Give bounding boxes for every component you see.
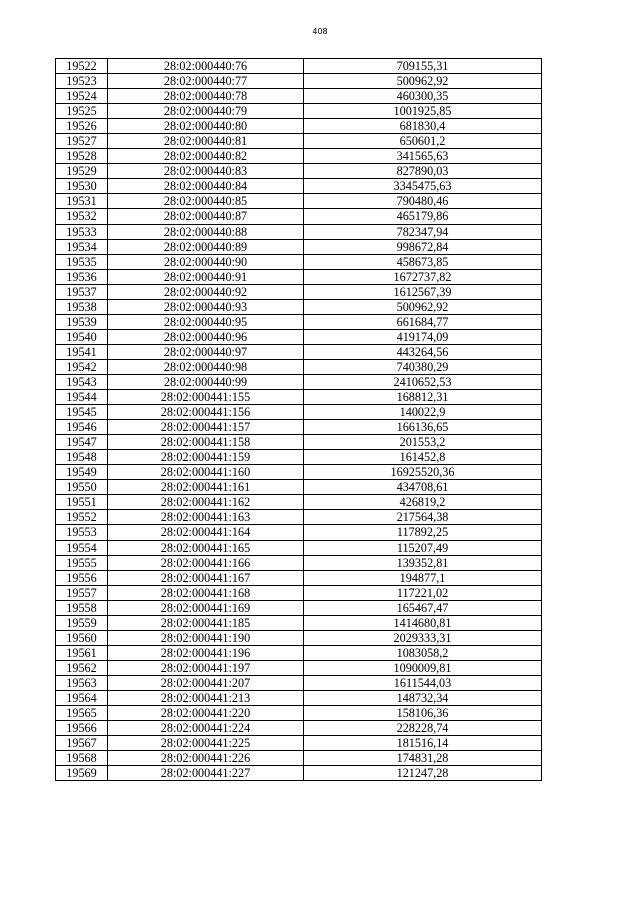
row-number-cell: 19533 — [56, 224, 108, 239]
cadastral-value-cell: 201553,2 — [304, 435, 542, 450]
cadastral-value-cell: 228228,74 — [304, 721, 542, 736]
table-row — [56, 405, 542, 420]
table-row — [56, 420, 542, 435]
cadastral-number-cell: 28:02:000441:160 — [108, 465, 304, 480]
cadastral-value-cell: 158106,36 — [304, 706, 542, 721]
row-number-cell: 19530 — [56, 179, 108, 194]
cadastral-value-cell: 443264,56 — [304, 344, 542, 359]
table-row — [56, 239, 542, 254]
cadastral-number-cell: 28:02:000440:87 — [108, 209, 304, 224]
table-row — [56, 766, 542, 781]
cadastral-value-cell: 782347,94 — [304, 224, 542, 239]
cadastral-value-cell: 650601,2 — [304, 134, 542, 149]
cadastral-value-cell: 500962,92 — [304, 299, 542, 314]
row-number-cell: 19562 — [56, 660, 108, 675]
cadastral-number-cell: 28:02:000441:164 — [108, 525, 304, 540]
row-number-cell: 19525 — [56, 104, 108, 119]
table-row — [56, 600, 542, 615]
cadastral-number-cell: 28:02:000441:165 — [108, 540, 304, 555]
row-number-cell: 19541 — [56, 344, 108, 359]
row-number-cell: 19555 — [56, 555, 108, 570]
cadastral-value-cell: 465179,86 — [304, 209, 542, 224]
cadastral-number-cell: 28:02:000440:77 — [108, 74, 304, 89]
table-row — [56, 359, 542, 374]
table-row — [56, 209, 542, 224]
cadastral-value-cell: 3345475,63 — [304, 179, 542, 194]
cadastral-value-cell: 681830,4 — [304, 119, 542, 134]
cadastral-number-cell: 28:02:000441:196 — [108, 645, 304, 660]
row-number-cell: 19532 — [56, 209, 108, 224]
cadastral-number-cell: 28:02:000440:82 — [108, 149, 304, 164]
row-number-cell: 19558 — [56, 600, 108, 615]
cadastral-number-cell: 28:02:000440:98 — [108, 359, 304, 374]
cadastral-value-cell: 458673,85 — [304, 254, 542, 269]
cadastral-value-cell: 174831,28 — [304, 751, 542, 766]
row-number-cell: 19539 — [56, 314, 108, 329]
cadastral-number-cell: 28:02:000441:163 — [108, 510, 304, 525]
cadastral-number-cell: 28:02:000440:95 — [108, 314, 304, 329]
row-number-cell: 19559 — [56, 615, 108, 630]
cadastral-number-cell: 28:02:000441:162 — [108, 495, 304, 510]
table-row — [56, 706, 542, 721]
cadastral-number-cell: 28:02:000441:159 — [108, 450, 304, 465]
cadastral-number-cell: 28:02:000440:89 — [108, 239, 304, 254]
row-number-cell: 19543 — [56, 374, 108, 389]
cadastral-number-cell: 28:02:000440:79 — [108, 104, 304, 119]
cadastral-number-cell: 28:02:000441:190 — [108, 630, 304, 645]
cadastral-number-cell: 28:02:000441:220 — [108, 706, 304, 721]
row-number-cell: 19553 — [56, 525, 108, 540]
cadastral-value-cell: 1001925,85 — [304, 104, 542, 119]
row-number-cell: 19560 — [56, 630, 108, 645]
cadastral-number-cell: 28:02:000440:90 — [108, 254, 304, 269]
row-number-cell: 19523 — [56, 74, 108, 89]
table-row — [56, 194, 542, 209]
table-row — [56, 675, 542, 690]
cadastral-number-cell: 28:02:000440:80 — [108, 119, 304, 134]
table-row — [56, 570, 542, 585]
table-row — [56, 374, 542, 389]
table-row — [56, 164, 542, 179]
cadastral-value-cell: 16925520,36 — [304, 465, 542, 480]
row-number-cell: 19546 — [56, 420, 108, 435]
row-number-cell: 19551 — [56, 495, 108, 510]
table-row — [56, 104, 542, 119]
row-number-cell: 19534 — [56, 239, 108, 254]
table-row — [56, 480, 542, 495]
row-number-cell: 19542 — [56, 359, 108, 374]
row-number-cell: 19524 — [56, 89, 108, 104]
table-row — [56, 540, 542, 555]
row-number-cell: 19535 — [56, 254, 108, 269]
cadastral-number-cell: 28:02:000441:167 — [108, 570, 304, 585]
table-row — [56, 721, 542, 736]
table-row — [56, 390, 542, 405]
cadastral-value-cell: 1414680,81 — [304, 615, 542, 630]
table-row — [56, 555, 542, 570]
cadastral-value-cell: 168812,31 — [304, 390, 542, 405]
row-number-cell: 19563 — [56, 675, 108, 690]
cadastral-number-cell: 28:02:000441:168 — [108, 585, 304, 600]
cadastral-value-cell: 117892,25 — [304, 525, 542, 540]
cadastral-number-cell: 28:02:000441:197 — [108, 660, 304, 675]
table-row — [56, 344, 542, 359]
table-row — [56, 751, 542, 766]
cadastral-value-cell: 1612567,39 — [304, 284, 542, 299]
row-number-cell: 19568 — [56, 751, 108, 766]
cadastral-value-cell: 740380,29 — [304, 359, 542, 374]
row-number-cell: 19529 — [56, 164, 108, 179]
table-row — [56, 525, 542, 540]
table-row — [56, 615, 542, 630]
cadastral-value-cell: 217564,38 — [304, 510, 542, 525]
cadastral-value-cell: 194877,1 — [304, 570, 542, 585]
cadastral-number-cell: 28:02:000440:97 — [108, 344, 304, 359]
cadastral-value-cell: 827890,03 — [304, 164, 542, 179]
cadastral-number-cell: 28:02:000441:185 — [108, 615, 304, 630]
table-row — [56, 510, 542, 525]
table-row — [56, 660, 542, 675]
cadastral-value-cell: 419174,09 — [304, 329, 542, 344]
cadastral-value-table — [55, 58, 542, 781]
cadastral-value-cell: 1090009,81 — [304, 660, 542, 675]
cadastral-number-cell: 28:02:000441:166 — [108, 555, 304, 570]
table-row — [56, 74, 542, 89]
table-row — [56, 314, 542, 329]
cadastral-value-cell: 1083058,2 — [304, 645, 542, 660]
table-row — [56, 284, 542, 299]
cadastral-value-cell: 165467,47 — [304, 600, 542, 615]
table-row — [56, 89, 542, 104]
row-number-cell: 19565 — [56, 706, 108, 721]
cadastral-number-cell: 28:02:000441:155 — [108, 390, 304, 405]
table-row — [56, 299, 542, 314]
cadastral-number-cell: 28:02:000441:169 — [108, 600, 304, 615]
cadastral-number-cell: 28:02:000440:99 — [108, 374, 304, 389]
cadastral-value-cell: 115207,49 — [304, 540, 542, 555]
cadastral-value-cell: 434708,61 — [304, 480, 542, 495]
row-number-cell: 19547 — [56, 435, 108, 450]
table-row — [56, 495, 542, 510]
row-number-cell: 19564 — [56, 690, 108, 705]
row-number-cell: 19527 — [56, 134, 108, 149]
cadastral-number-cell: 28:02:000441:156 — [108, 405, 304, 420]
row-number-cell: 19544 — [56, 390, 108, 405]
table-row — [56, 119, 542, 134]
cadastral-value-cell: 2029333,31 — [304, 630, 542, 645]
cadastral-number-cell: 28:02:000440:81 — [108, 134, 304, 149]
table-row — [56, 134, 542, 149]
row-number-cell: 19522 — [56, 59, 108, 74]
cadastral-number-cell: 28:02:000440:93 — [108, 299, 304, 314]
cadastral-number-cell: 28:02:000440:96 — [108, 329, 304, 344]
row-number-cell: 19528 — [56, 149, 108, 164]
row-number-cell: 19531 — [56, 194, 108, 209]
cadastral-value-cell: 790480,46 — [304, 194, 542, 209]
row-number-cell: 19556 — [56, 570, 108, 585]
cadastral-number-cell: 28:02:000440:76 — [108, 59, 304, 74]
cadastral-number-cell: 28:02:000440:88 — [108, 224, 304, 239]
row-number-cell: 19554 — [56, 540, 108, 555]
cadastral-value-cell: 148732,34 — [304, 690, 542, 705]
cadastral-value-cell: 500962,92 — [304, 74, 542, 89]
table-body — [56, 59, 542, 781]
row-number-cell: 19550 — [56, 480, 108, 495]
table-row — [56, 224, 542, 239]
cadastral-value-cell: 2410652,53 — [304, 374, 542, 389]
table-row — [56, 450, 542, 465]
cadastral-value-cell: 661684,77 — [304, 314, 542, 329]
row-number-cell: 19552 — [56, 510, 108, 525]
row-number-cell: 19557 — [56, 585, 108, 600]
cadastral-value-cell: 121247,28 — [304, 766, 542, 781]
row-number-cell: 19566 — [56, 721, 108, 736]
row-number-cell: 19526 — [56, 119, 108, 134]
cadastral-value-cell: 426819,2 — [304, 495, 542, 510]
row-number-cell: 19538 — [56, 299, 108, 314]
row-number-cell: 19540 — [56, 329, 108, 344]
cadastral-number-cell: 28:02:000441:158 — [108, 435, 304, 450]
cadastral-number-cell: 28:02:000440:85 — [108, 194, 304, 209]
row-number-cell: 19569 — [56, 766, 108, 781]
cadastral-value-cell: 140022,9 — [304, 405, 542, 420]
cadastral-number-cell: 28:02:000441:225 — [108, 736, 304, 751]
cadastral-value-cell: 1672737,82 — [304, 269, 542, 284]
cadastral-number-cell: 28:02:000440:92 — [108, 284, 304, 299]
table-row — [56, 269, 542, 284]
table-row — [56, 149, 542, 164]
table-row — [56, 585, 542, 600]
cadastral-number-cell: 28:02:000441:157 — [108, 420, 304, 435]
cadastral-value-cell: 709155,31 — [304, 59, 542, 74]
cadastral-number-cell: 28:02:000440:78 — [108, 89, 304, 104]
row-number-cell: 19567 — [56, 736, 108, 751]
row-number-cell: 19537 — [56, 284, 108, 299]
cadastral-number-cell: 28:02:000440:83 — [108, 164, 304, 179]
cadastral-number-cell: 28:02:000441:161 — [108, 480, 304, 495]
table-row — [56, 59, 542, 74]
cadastral-value-cell: 166136,65 — [304, 420, 542, 435]
table-row — [56, 329, 542, 344]
row-number-cell: 19561 — [56, 645, 108, 660]
page-number: 408 — [312, 27, 328, 36]
cadastral-value-cell: 139352,81 — [304, 555, 542, 570]
cadastral-value-cell: 181516,14 — [304, 736, 542, 751]
cadastral-number-cell: 28:02:000441:227 — [108, 766, 304, 781]
cadastral-value-cell: 117221,02 — [304, 585, 542, 600]
cadastral-number-cell: 28:02:000441:213 — [108, 690, 304, 705]
cadastral-number-cell: 28:02:000441:224 — [108, 721, 304, 736]
table-row — [56, 690, 542, 705]
cadastral-number-cell: 28:02:000440:91 — [108, 269, 304, 284]
cadastral-value-cell: 161452,8 — [304, 450, 542, 465]
table-row — [56, 465, 542, 480]
row-number-cell: 19548 — [56, 450, 108, 465]
row-number-cell: 19545 — [56, 405, 108, 420]
cadastral-value-cell: 460300,35 — [304, 89, 542, 104]
table-row — [56, 645, 542, 660]
row-number-cell: 19536 — [56, 269, 108, 284]
cadastral-value-cell: 1611544,03 — [304, 675, 542, 690]
cadastral-number-cell: 28:02:000440:84 — [108, 179, 304, 194]
row-number-cell: 19549 — [56, 465, 108, 480]
table-row — [56, 254, 542, 269]
table-row — [56, 179, 542, 194]
cadastral-number-cell: 28:02:000441:226 — [108, 751, 304, 766]
cadastral-value-cell: 341565,63 — [304, 149, 542, 164]
table-row — [56, 630, 542, 645]
table-row — [56, 736, 542, 751]
cadastral-number-cell: 28:02:000441:207 — [108, 675, 304, 690]
table-row — [56, 435, 542, 450]
cadastral-value-cell: 998672,84 — [304, 239, 542, 254]
